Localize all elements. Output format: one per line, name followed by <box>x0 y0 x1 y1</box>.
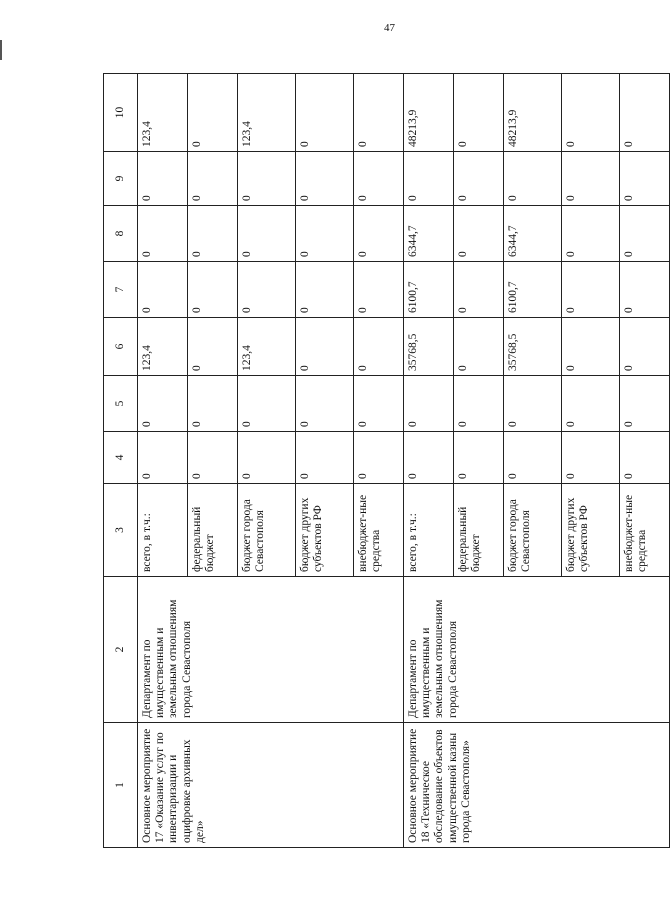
header-cell: 3 <box>104 484 138 577</box>
value-cell: 0 <box>454 262 504 318</box>
funding-source: бюджет города Севастополя <box>504 484 562 577</box>
funding-source: внебюджет-ные средства <box>620 484 670 577</box>
header-cell: 2 <box>104 577 138 723</box>
header-cell: 8 <box>104 206 138 262</box>
value-cell: 0 <box>296 206 354 262</box>
value-cell: 48213,9 <box>504 74 562 152</box>
table-row <box>138 74 188 848</box>
value-cell: 0 <box>504 376 562 432</box>
table-row <box>404 74 454 848</box>
value-cell: 0 <box>562 376 620 432</box>
value-cell: 0 <box>188 152 238 206</box>
value-cell: 6344,7 <box>404 206 454 262</box>
header-cell: 5 <box>104 376 138 432</box>
value-cell: 0 <box>138 432 188 484</box>
value-cell: 123,4 <box>138 318 188 376</box>
value-cell: 48213,9 <box>404 74 454 152</box>
header-cell: 9 <box>104 152 138 206</box>
value-cell: 0 <box>188 376 238 432</box>
executor-name: Департамент по имущественным и земельным отношениям города Севастополя <box>138 577 404 723</box>
value-cell: 0 <box>296 262 354 318</box>
value-cell: 0 <box>238 206 296 262</box>
value-cell: 0 <box>562 206 620 262</box>
value-cell: 0 <box>620 318 670 376</box>
value-cell: 0 <box>454 206 504 262</box>
value-cell: 123,4 <box>238 318 296 376</box>
value-cell: 0 <box>354 206 404 262</box>
funding-source: всего, в т.ч.: <box>404 484 454 577</box>
value-cell: 0 <box>620 262 670 318</box>
value-cell: 0 <box>296 432 354 484</box>
value-cell: 0 <box>138 206 188 262</box>
funding-source: бюджет других субъектов РФ <box>562 484 620 577</box>
value-cell: 0 <box>188 318 238 376</box>
value-cell: 6100,7 <box>404 262 454 318</box>
funding-source: бюджет других субъектов РФ <box>296 484 354 577</box>
header-row <box>104 74 138 848</box>
value-cell: 0 <box>354 318 404 376</box>
value-cell: 0 <box>562 262 620 318</box>
value-cell: 6344,7 <box>504 206 562 262</box>
value-cell: 35768,5 <box>404 318 454 376</box>
value-cell: 0 <box>138 262 188 318</box>
value-cell: 0 <box>562 318 620 376</box>
value-cell: 0 <box>188 74 238 152</box>
value-cell: 0 <box>620 376 670 432</box>
value-cell: 0 <box>404 376 454 432</box>
value-cell: 6100,7 <box>504 262 562 318</box>
value-cell: 0 <box>354 376 404 432</box>
value-cell: 0 <box>454 376 504 432</box>
value-cell: 0 <box>562 74 620 152</box>
value-cell: 0 <box>562 432 620 484</box>
header-cell: 6 <box>104 318 138 376</box>
value-cell: 0 <box>504 432 562 484</box>
value-cell: 0 <box>296 74 354 152</box>
value-cell: 0 <box>188 262 238 318</box>
header-cell: 4 <box>104 432 138 484</box>
header-cell: 7 <box>104 262 138 318</box>
header-cell: 10 <box>104 74 138 152</box>
header-cell: 1 <box>104 723 138 848</box>
value-cell: 0 <box>454 318 504 376</box>
value-cell: 0 <box>188 206 238 262</box>
value-cell: 123,4 <box>138 74 188 152</box>
activity-name: Основное мероприятие 18 «Техническое обследование объектов имущественной казны города Севастополя» <box>404 723 670 848</box>
value-cell: 0 <box>296 152 354 206</box>
funding-source: федеральный бюджет <box>188 484 238 577</box>
value-cell: 0 <box>138 376 188 432</box>
value-cell: 0 <box>238 376 296 432</box>
value-cell: 0 <box>138 152 188 206</box>
value-cell: 0 <box>620 152 670 206</box>
value-cell: 0 <box>296 376 354 432</box>
value-cell: 0 <box>620 74 670 152</box>
value-cell: 0 <box>188 432 238 484</box>
executor-name: Департамент по имущественным и земельным отношениям города Севастополя <box>404 577 670 723</box>
budget-table <box>103 73 670 848</box>
value-cell: 0 <box>296 318 354 376</box>
page-number: 47 <box>384 22 395 34</box>
value-cell: 0 <box>454 432 504 484</box>
value-cell: 0 <box>238 262 296 318</box>
value-cell: 0 <box>562 152 620 206</box>
value-cell: 0 <box>354 74 404 152</box>
value-cell: 35768,5 <box>504 318 562 376</box>
funding-source: внебюджет-ные средства <box>354 484 404 577</box>
value-cell: 0 <box>238 432 296 484</box>
budget-table-rotated <box>103 74 649 848</box>
value-cell: 0 <box>454 74 504 152</box>
value-cell: 0 <box>238 152 296 206</box>
value-cell: 123,4 <box>238 74 296 152</box>
value-cell: 0 <box>354 152 404 206</box>
value-cell: 0 <box>404 152 454 206</box>
scan-edge-mark <box>0 40 2 60</box>
value-cell: 0 <box>504 152 562 206</box>
value-cell: 0 <box>454 152 504 206</box>
activity-name: Основное мероприятие 17 «Оказание услуг по инвентаризации и оцифровке архивных дел» <box>138 723 404 848</box>
value-cell: 0 <box>404 432 454 484</box>
value-cell: 0 <box>354 432 404 484</box>
funding-source: бюджет города Севастополя <box>238 484 296 577</box>
value-cell: 0 <box>354 262 404 318</box>
funding-source: всего, в т.ч.: <box>138 484 188 577</box>
value-cell: 0 <box>620 206 670 262</box>
value-cell: 0 <box>620 432 670 484</box>
funding-source: федеральный бюджет <box>454 484 504 577</box>
